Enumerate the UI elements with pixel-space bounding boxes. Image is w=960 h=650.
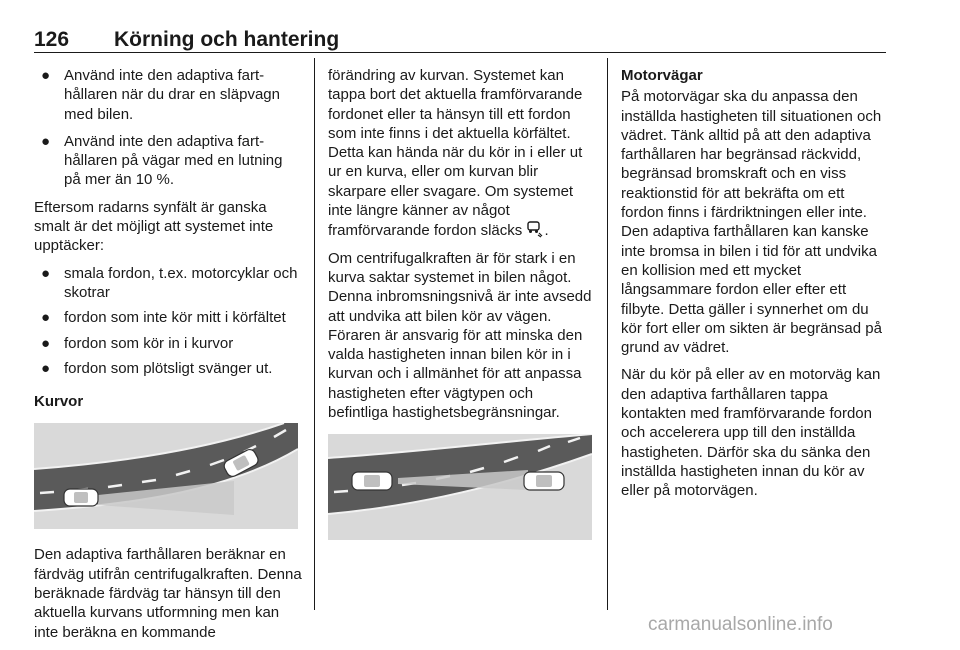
paragraph: Om centrifugalkraften är för stark i en kurva saktar systemet in bilen något. Denna inbromsningsnivå är inte avsedd att undvika att bilen kör av vägen. Föraren är ansvarig för att minska den valda hastigheten innan bilen kör in i kurvan och i allmänhet för att anpassa hastigheten efter vägtypen och befintliga hastighetsbegränsningar.: [328, 249, 592, 422]
section-heading-kurvor: Kurvor: [34, 393, 84, 411]
column-divider-2: [607, 58, 608, 610]
car-icon: [352, 472, 392, 490]
car-icon: [524, 472, 564, 490]
paragraph: förändring av kurvan. Systemet kan tappa bort det aktuella framförvarande fordonet eller ta hänsyn till ett fordon som inte finns i det aktuella körfältet. Detta kan hända när du kör in i eller ut ur en kurva, eller om kurvan blir skarpare eller svagare. Om systemet inte längre känner av något framförvarande fordon släcks .: [328, 67, 583, 240]
list-item: ● fordon som plötsligt svänger ut.: [41, 359, 273, 377]
paragraph: På motorvägar ska du anpassa den inställda hastigheten till situationen och vädret. Tänk alltid på att den adaptiva farthållaren har begränsad räckvidd, begränsad bromskraft och en viss reaktionstid för att bekräfta om ett fordon finns i färdriktningen eller inte. Den adaptiva farthållaren kan kanske inte bromsa in bilen i tid för att undvika en kollision med ett mycket långsammare fordon eller efter ett filbyte. Detta gäller i synnerhet om du kör fort eller om sikten är begränsad på grund av vädret.: [621, 88, 882, 357]
page-number: 126: [34, 28, 70, 51]
watermark: carmanualsonline.info: [648, 614, 833, 635]
intro-paragraph: Eftersom radarns synfält är ganska smalt är det möjligt att systemet inte upptäcker:: [34, 198, 274, 255]
page-title: Körning och hantering: [114, 28, 340, 51]
curve-illustration-2: [328, 434, 592, 540]
column-right: [621, 66, 889, 509]
list-item: ● smala fordon, t.ex. motorcyklar och skotrar: [41, 264, 298, 301]
list-item: ● Använd inte den adaptiva farthållaren på vägar med en lutning på mer än 10 %.: [41, 132, 283, 189]
column-left: [34, 66, 302, 650]
header-divider: [34, 52, 886, 53]
list-item: ● fordon som inte kör mitt i körfältet: [41, 309, 286, 327]
car-icon: [64, 489, 98, 506]
section-heading-motorvagar: Motorvägar: [621, 67, 703, 84]
curve-illustration-1: [34, 423, 298, 529]
list-item: ● Använd inte den adaptiva farthållaren när du drar en släpvagn med bilen.: [41, 67, 280, 123]
paragraph: När du kör på eller av en motorväg kan den adaptiva farthållaren tappa kontakten med framförvarande fordon och accelerera upp till den inställda hastigheten. Därför ska du sänka den inställda hastigheten innan du kör av eller på motorvägen.: [621, 366, 881, 500]
paragraph: Den adaptiva farthållaren beräknar en färdväg utifrån centrifugalkraften. Denna beräknade färdväg tar hänsyn till den aktuella kurvans utformning men kan inte beräkna en kommande: [34, 546, 302, 641]
column-divider-1: [314, 58, 315, 610]
column-middle: [328, 66, 594, 546]
list-item: ● fordon som kör in i kurvor: [41, 334, 234, 352]
page-header: [34, 28, 886, 54]
vehicle-ahead-indicator-icon: [526, 220, 544, 238]
